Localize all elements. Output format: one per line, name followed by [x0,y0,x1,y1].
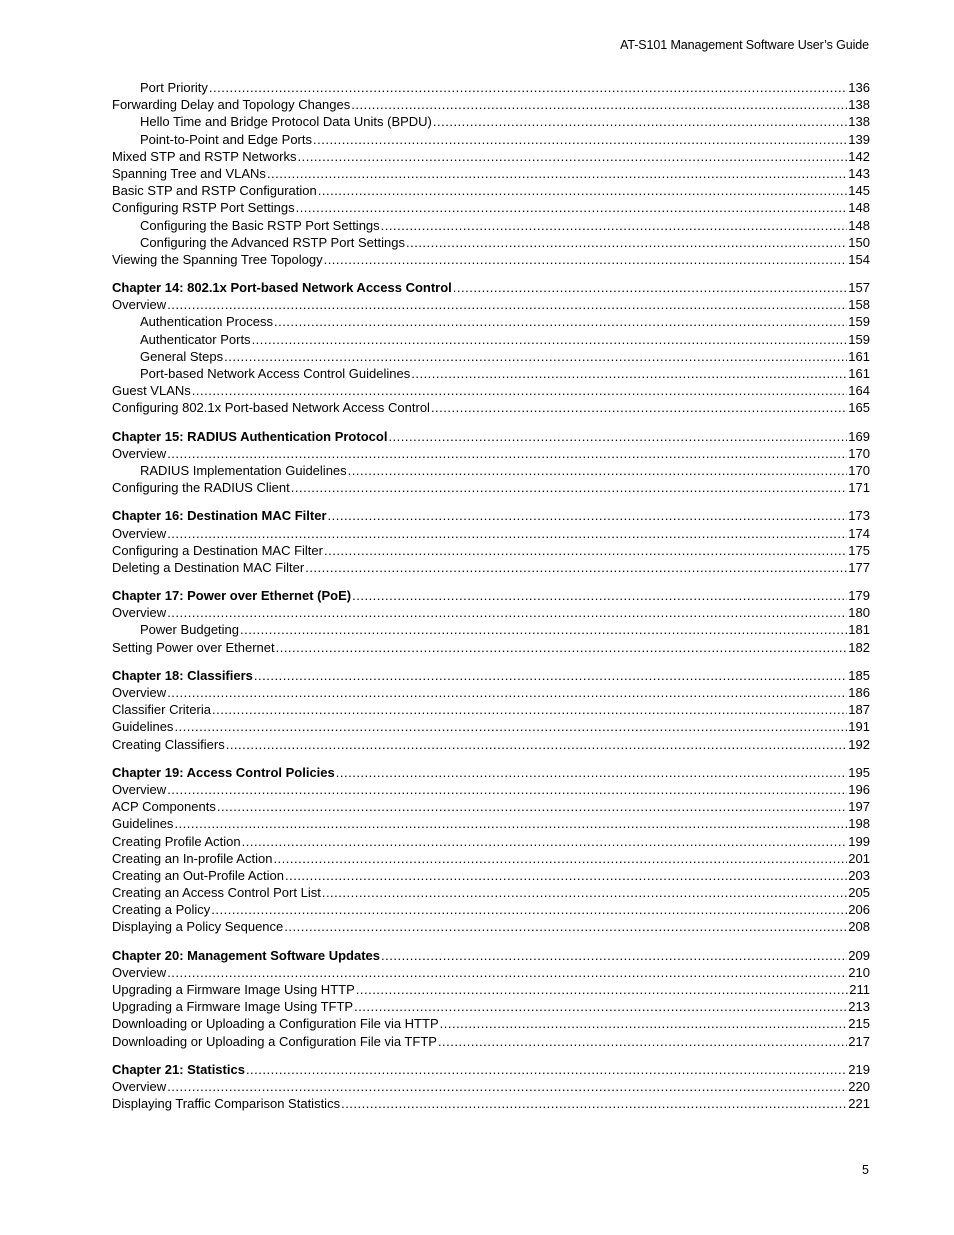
toc-leader-dots [440,1015,848,1032]
toc-entry-title: Chapter 15: RADIUS Authentication Protocol [112,428,388,444]
toc-entry[interactable] [112,1033,870,1050]
toc-entry[interactable] [112,79,870,96]
toc-page-number: 180 [848,605,870,621]
toc-leader-dots [167,296,847,313]
toc-entry[interactable] [112,542,870,559]
toc-page-number: 205 [848,885,870,901]
toc-entry[interactable] [112,815,870,832]
toc-page-number: 136 [848,80,870,95]
toc-entry-title: Spanning Tree and VLANs [112,165,266,181]
toc-entry[interactable] [112,684,870,701]
toc-leader-dots [209,79,847,96]
toc-leader-dots [167,604,847,621]
toc-leader-dots [167,525,847,542]
toc-entry-title: Viewing the Spanning Tree Topology [112,251,323,267]
toc-entry[interactable] [112,251,870,268]
toc-leader-dots [324,251,848,268]
toc-entry[interactable] [112,1095,870,1112]
toc-entry[interactable] [112,964,870,981]
toc-entry-title: Overview [112,1078,167,1094]
toc-entry[interactable] [112,833,870,850]
toc-page-number: 199 [848,833,870,849]
toc-entry-title: Guest VLANs [112,383,191,399]
toc-entry-title: Upgrading a Firmware Image Using TFTP [112,999,354,1015]
toc-entry-title: Overview [112,781,167,797]
toc-page-number: 158 [848,297,870,313]
toc-leader-dots [273,850,847,867]
toc-entry-title: Overview [112,525,167,541]
toc-page-number: 170 [848,462,870,478]
toc-page-number: 165 [848,400,870,416]
toc-chapter-entry[interactable] [112,428,870,445]
toc-leader-dots [328,507,848,524]
toc-page-number: 217 [848,1033,870,1049]
toc-page-number: 186 [848,685,870,700]
toc-page-number: 209 [848,947,870,963]
toc-entry-title: Configuring a Destination MAC Filter [112,542,323,558]
toc-entry[interactable] [112,525,870,542]
toc-leader-dots [211,901,847,918]
toc-entry[interactable] [112,701,870,718]
toc-entry[interactable] [112,798,870,815]
toc-leader-dots [226,736,848,753]
toc-leader-dots [252,331,848,348]
toc-entry[interactable] [112,331,870,348]
toc-entry[interactable] [112,639,870,656]
toc-leader-dots [433,113,847,130]
toc-entry[interactable] [112,884,870,901]
toc-leader-dots [276,639,848,656]
toc-page-number: 191 [848,719,870,735]
toc-leader-dots [274,313,847,330]
toc-entry[interactable] [112,199,870,216]
toc-leader-dots [284,918,847,935]
toc-leader-dots [354,998,847,1015]
toc-entry-title: Chapter 14: 802.1x Port-based Network Access Control [112,280,452,296]
toc-leader-dots [174,815,847,832]
toc-chapter-entry[interactable] [112,947,870,964]
toc-page-number: 187 [848,702,870,718]
toc-entry-title: Authenticator Ports [140,331,251,347]
toc-page-number: 215 [848,1016,870,1032]
toc-entry-title: Chapter 19: Access Control Policies [112,764,335,780]
toc-entry-title: Overview [112,297,167,313]
toc-page-number: 169 [848,428,870,444]
toc-page-number: 203 [848,867,870,883]
toc-entry-title: Chapter 17: Power over Ethernet (PoE) [112,588,352,604]
toc-entry[interactable] [112,296,870,313]
toc-entry[interactable] [112,148,870,165]
toc-entry[interactable] [112,131,870,148]
toc-page-number: 171 [848,480,870,496]
toc-entry-title: Classifier Criteria [112,702,211,718]
toc-entry[interactable] [112,217,870,234]
toc-entry-title: Port Priority [140,80,208,95]
toc-page-number: 206 [848,902,870,918]
toc-entry[interactable] [112,736,870,753]
toc-entry-title: Deleting a Destination MAC Filter [112,559,305,575]
toc-page-number: 143 [848,165,870,181]
toc-page-number: 148 [848,200,870,216]
toc-leader-dots [296,199,848,216]
toc-entry-title: Downloading or Uploading a Configuration File via TFTP [112,1033,437,1049]
toc-entry-title: Displaying a Policy Sequence [112,919,284,935]
toc-leader-dots [297,148,847,165]
toc-page-number: 154 [848,251,870,267]
toc-entry-title: Creating an Out-Profile Action [112,867,284,883]
toc-entry[interactable] [112,113,870,130]
toc-entry-title: Configuring RSTP Port Settings [112,200,295,216]
toc-entry-title: Creating Classifiers [112,736,225,752]
toc-leader-dots [246,1061,847,1078]
toc-entry-title: Chapter 18: Classifiers [112,667,253,683]
toc-chapter-entry[interactable] [112,667,870,684]
toc-entry-title: Hello Time and Bridge Protocol Data Units (BPDU) [140,114,432,130]
toc-page-number: 220 [848,1078,870,1094]
toc-entry[interactable] [112,621,870,638]
toc-page-number: 195 [848,764,870,780]
toc-leader-dots [348,462,848,479]
toc-entry[interactable] [112,445,870,462]
toc-entry[interactable] [112,918,870,935]
toc-page-number: 164 [848,383,870,399]
toc-entry[interactable] [112,348,870,365]
toc-entry[interactable] [112,479,870,496]
toc-page-number: 139 [848,131,870,147]
toc-chapter-entry[interactable] [112,1061,870,1078]
toc-entry[interactable] [112,604,870,621]
toc-entry-title: Configuring the RADIUS Client [112,480,290,496]
toc-leader-dots [167,964,847,981]
toc-leader-dots [167,445,847,462]
toc-leader-dots [254,667,847,684]
toc-entry[interactable] [112,462,870,479]
toc-entry-title: Authentication Process [140,314,273,330]
toc-page-number: 173 [848,508,870,524]
toc-leader-dots [318,182,848,199]
toc-page-number: 161 [848,366,870,381]
toc-entry-title: Creating Profile Action [112,833,241,849]
toc-leader-dots [305,559,847,576]
toc-page-number: 197 [848,799,870,815]
toc-leader-dots [351,96,847,113]
toc-page-number: 170 [848,445,870,461]
toc-entry-title: Creating a Policy [112,902,211,918]
toc-leader-dots [267,165,847,182]
toc-page-number: 196 [848,781,870,797]
toc-entry-title: Upgrading a Firmware Image Using HTTP [112,982,355,997]
toc-page-number: 210 [848,964,870,980]
toc-leader-dots [438,1033,847,1050]
toc-entry[interactable] [112,1078,870,1095]
toc-page-number: 179 [848,588,870,604]
toc-entry-title: RADIUS Implementation Guidelines [140,462,347,478]
toc-page-number: 177 [848,559,870,575]
toc-entry-title: Creating an Access Control Port List [112,885,321,901]
toc-entry-title: Configuring 802.1x Port-based Network Access Control [112,400,430,416]
toc-entry-title: Displaying Traffic Comparison Statistics [112,1096,341,1112]
toc-page-number: 138 [848,114,870,130]
toc-chapter-entry[interactable] [112,764,870,781]
toc-leader-dots [336,764,848,781]
toc-leader-dots [242,833,848,850]
toc-leader-dots [453,279,848,296]
toc-entry-title: ACP Components [112,799,216,815]
toc-entry[interactable] [112,365,870,382]
toc-chapter-entry[interactable] [112,587,870,604]
toc-page-number: 150 [848,234,870,250]
toc-entry[interactable] [112,559,870,576]
toc-entry-title: Point-to-Point and Edge Ports [140,131,312,147]
toc-leader-dots [411,365,847,382]
toc-leader-dots [324,542,847,559]
toc-leader-dots [381,217,848,234]
toc-page-number: 211 [849,982,870,997]
toc-page-number: 181 [848,622,870,638]
toc-entry-title: Downloading or Uploading a Configuration File via HTTP [112,1016,439,1032]
toc-page-number: 159 [848,314,870,330]
toc-leader-dots [167,684,847,701]
toc-leader-dots [224,348,847,365]
toc-page-number: 142 [848,148,870,164]
toc-page-number: 148 [848,217,870,233]
table-of-contents [112,79,870,1112]
toc-entry-title: Configuring the Advanced RSTP Port Settings [140,234,405,250]
toc-entry-title: Overview [112,445,167,461]
toc-entry[interactable] [112,718,870,735]
toc-page-number: 219 [848,1061,870,1077]
toc-entry[interactable] [112,96,870,113]
toc-page-number: 157 [848,280,870,296]
toc-entry-title: Power Budgeting [140,622,240,638]
toc-leader-dots [240,621,847,638]
toc-entry[interactable] [112,901,870,918]
toc-entry-title: Overview [112,605,167,621]
toc-leader-dots [388,428,847,445]
toc-entry-title: Configuring the Basic RSTP Port Settings [140,217,380,233]
toc-leader-dots [167,781,847,798]
toc-entry-title: Overview [112,685,167,700]
toc-entry-title: Guidelines [112,816,174,832]
toc-leader-dots [352,587,847,604]
toc-leader-dots [192,382,848,399]
toc-entry[interactable] [112,850,870,867]
toc-entry-title: Creating an In-profile Action [112,850,273,866]
toc-entry[interactable] [112,382,870,399]
toc-entry-title: Forwarding Delay and Topology Changes [112,97,351,113]
toc-leader-dots [341,1095,847,1112]
page-number: 5 [862,1163,869,1177]
toc-leader-dots [285,867,847,884]
toc-page-number: 175 [848,542,870,558]
toc-entry[interactable] [112,313,870,330]
toc-page-number: 159 [848,331,870,347]
toc-leader-dots [212,701,847,718]
toc-page-number: 192 [848,736,870,752]
toc-entry-title: Guidelines [112,719,174,735]
toc-entry-title: General Steps [140,348,224,364]
toc-leader-dots [167,1078,847,1095]
toc-page-number: 174 [848,525,870,541]
toc-entry[interactable] [112,399,870,416]
toc-entry-title: Setting Power over Ethernet [112,639,275,655]
toc-entry-title: Mixed STP and RSTP Networks [112,148,297,164]
toc-entry-title: Chapter 16: Destination MAC Filter [112,508,327,524]
toc-page-number: 138 [848,97,870,113]
toc-page-number: 213 [848,999,870,1015]
toc-page-number: 145 [848,183,870,199]
toc-page-number: 185 [848,667,870,683]
toc-entry[interactable] [112,998,870,1015]
toc-page-number: 182 [848,639,870,655]
toc-entry[interactable] [112,165,870,182]
toc-page-number: 221 [848,1096,870,1112]
toc-chapter-entry[interactable] [112,279,870,296]
toc-entry-title: Chapter 21: Statistics [112,1061,245,1077]
toc-leader-dots [406,234,847,251]
toc-entry[interactable] [112,1015,870,1032]
toc-leader-dots [217,798,847,815]
toc-entry-title: Basic STP and RSTP Configuration [112,183,317,199]
toc-page-number: 208 [848,919,870,935]
toc-leader-dots [322,884,847,901]
toc-page-number: 201 [848,850,870,866]
toc-leader-dots [174,718,847,735]
toc-entry-title: Chapter 20: Management Software Updates [112,947,381,963]
toc-leader-dots [313,131,847,148]
toc-entry[interactable] [112,781,870,798]
toc-entry-title: Port-based Network Access Control Guidelines [140,366,411,381]
running-header: AT-S101 Management Software User’s Guide [620,38,869,52]
toc-leader-dots [381,947,847,964]
toc-entry[interactable] [112,867,870,884]
toc-entry-title: Overview [112,964,167,980]
toc-leader-dots [291,479,848,496]
toc-page-number: 198 [848,816,870,832]
toc-leader-dots [431,399,847,416]
toc-leader-dots [356,981,849,998]
toc-chapter-entry[interactable] [112,507,870,524]
toc-entry[interactable] [112,182,870,199]
toc-entry[interactable] [112,981,870,998]
toc-page-number: 161 [848,348,870,364]
toc-entry[interactable] [112,234,870,251]
